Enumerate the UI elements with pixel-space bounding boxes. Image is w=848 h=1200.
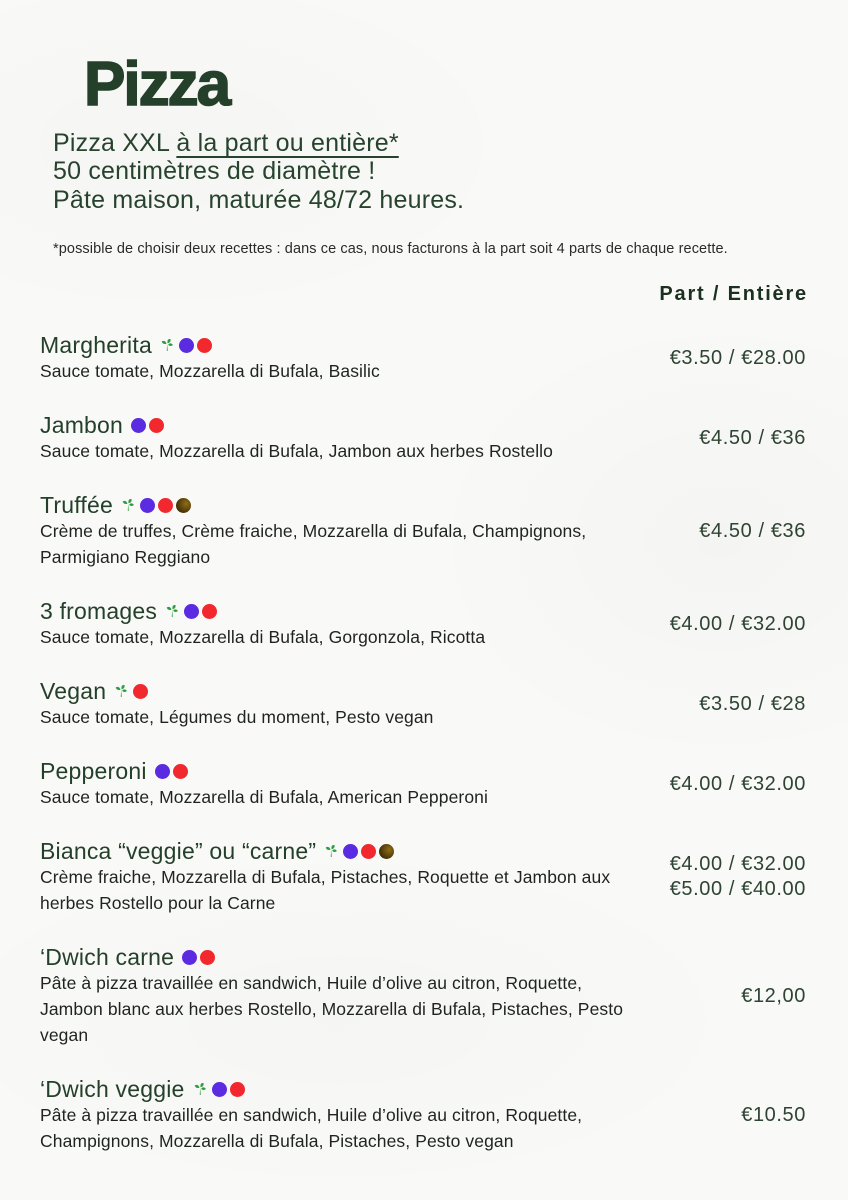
item-left-column	[40, 332, 380, 384]
brown-dot-icon	[176, 498, 191, 513]
item-description: Sauce tomate, Mozzarella di Bufala, American Pepperoni	[40, 787, 489, 808]
item-left-column	[40, 944, 640, 1048]
price-line: €10.50	[741, 1103, 806, 1126]
menu-item	[40, 944, 808, 1048]
item-name: Truffée	[40, 492, 113, 519]
item-tags	[131, 418, 164, 433]
item-left-column	[40, 758, 488, 810]
page-title: Pizza	[84, 50, 230, 119]
subtitle-line-3: Pâte maison, maturée 48/72 heures.	[53, 185, 465, 214]
price-line: €5.00 / €40.00	[669, 878, 806, 901]
item-description: Pâte à pizza travaillée en sandwich, Huile d’olive au citron, Roquette, Jambon blanc aux herbes Rostello, Mozzarella di Bufala, Pistaches, Pesto vegan	[40, 973, 624, 1046]
item-tags	[324, 844, 394, 859]
menu-item	[40, 598, 808, 650]
leaf-icon	[121, 498, 135, 512]
item-description: Sauce tomate, Mozzarella di Bufala, Gorgonzola, Ricotta	[40, 627, 486, 648]
item-name: Margherita	[40, 332, 152, 359]
red-dot-icon	[361, 844, 376, 859]
price-line: €4.00 / €32.00	[669, 612, 806, 635]
item-description: Pâte à pizza travaillée en sandwich, Huile d’olive au citron, Roquette, Champignons, Mozzarella di Bufala, Pistaches, Pesto vegan	[40, 1105, 583, 1152]
red-dot-icon	[149, 418, 164, 433]
item-title-row	[40, 332, 380, 358]
leaf-icon	[114, 684, 128, 698]
item-left-column	[40, 678, 434, 730]
leaf-icon	[160, 338, 174, 352]
item-name: Vegan	[40, 678, 107, 705]
item-name: 3 fromages	[40, 598, 158, 625]
red-dot-icon	[202, 604, 217, 619]
purple-dot-icon	[131, 418, 146, 433]
item-left-column	[40, 838, 640, 916]
item-description: Crème fraiche, Mozzarella di Bufala, Pistaches, Roquette et Jambon aux herbes Rostello pour la Carne	[40, 867, 611, 914]
item-description: Crème de truffes, Crème fraiche, Mozzarella di Bufala, Champignons, Parmigiano Reggiano	[40, 521, 587, 568]
item-tags	[160, 338, 212, 353]
purple-dot-icon	[184, 604, 199, 619]
item-left-column	[40, 412, 553, 464]
item-price	[670, 852, 808, 902]
subtitle-underlined: à la part ou entière*	[176, 128, 399, 157]
red-dot-icon	[133, 684, 148, 699]
item-title-row	[40, 1076, 640, 1102]
item-title-row	[40, 678, 434, 704]
purple-dot-icon	[140, 498, 155, 513]
price-line: €3.50 / €28.00	[669, 346, 806, 369]
item-name: Jambon	[40, 412, 124, 439]
price-line: €4.50 / €36	[699, 519, 806, 542]
item-tags	[155, 764, 188, 779]
item-tags	[165, 604, 217, 619]
leaf-icon	[165, 604, 179, 618]
red-dot-icon	[200, 950, 215, 965]
item-tags	[193, 1082, 245, 1097]
item-price	[699, 692, 808, 717]
item-left-column	[40, 598, 485, 650]
price-line: €12,00	[741, 984, 806, 1007]
item-price	[670, 346, 808, 371]
item-price	[699, 426, 808, 451]
item-tags	[182, 950, 215, 965]
item-description: Sauce tomate, Mozzarella di Bufala, Jambon aux herbes Rostello	[40, 441, 553, 462]
item-left-column	[40, 1076, 640, 1154]
red-dot-icon	[173, 764, 188, 779]
red-dot-icon	[197, 338, 212, 353]
item-description: Sauce tomate, Mozzarella di Bufala, Basilic	[40, 361, 380, 382]
item-description: Sauce tomate, Légumes du moment, Pesto vegan	[40, 707, 434, 728]
menu-item	[40, 838, 808, 916]
purple-dot-icon	[212, 1082, 227, 1097]
item-price	[670, 612, 808, 637]
item-title-row	[40, 598, 485, 624]
subtitle-block	[53, 129, 808, 215]
item-price	[670, 772, 808, 797]
item-title-row	[40, 412, 553, 438]
item-name: Bianca “veggie” ou “carne”	[40, 838, 317, 865]
menu-items	[40, 332, 808, 1154]
item-title-row	[40, 944, 640, 970]
item-name: ‘Dwich carne	[40, 944, 175, 971]
purple-dot-icon	[155, 764, 170, 779]
purple-dot-icon	[182, 950, 197, 965]
item-title-row	[40, 492, 640, 518]
menu-item	[40, 412, 808, 464]
item-price	[741, 1103, 808, 1128]
item-price	[741, 984, 808, 1009]
menu-item	[40, 332, 808, 384]
item-left-column	[40, 492, 640, 570]
item-name: ‘Dwich veggie	[40, 1076, 185, 1103]
price-column-header: Part / Entière	[659, 283, 808, 306]
price-line: €4.50 / €36	[699, 426, 806, 449]
red-dot-icon	[158, 498, 173, 513]
subtitle-line-1	[53, 129, 808, 158]
subtitle-line-2: 50 centimètres de diamètre !	[53, 157, 376, 186]
menu-item	[40, 492, 808, 570]
menu-item	[40, 1076, 808, 1154]
price-line: €4.00 / €32.00	[669, 772, 806, 795]
price-line: €3.50 / €28	[699, 692, 806, 715]
purple-dot-icon	[179, 338, 194, 353]
leaf-icon	[324, 844, 338, 858]
item-title-row	[40, 758, 488, 784]
price-line: €4.00 / €32.00	[669, 853, 806, 876]
brown-dot-icon	[379, 844, 394, 859]
subtitle-prefix: Pizza XXL	[53, 128, 177, 157]
footnote: *possible de choisir deux recettes : dans ce cas, nous facturons à la part soit 4 parts de chaque recette.	[53, 241, 728, 258]
item-title-row	[40, 838, 640, 864]
item-tags	[114, 684, 148, 699]
item-price	[699, 519, 808, 544]
item-tags	[121, 498, 191, 513]
red-dot-icon	[230, 1082, 245, 1097]
item-name: Pepperoni	[40, 758, 147, 785]
purple-dot-icon	[343, 844, 358, 859]
menu-item	[40, 678, 808, 730]
menu-item	[40, 758, 808, 810]
leaf-icon	[193, 1082, 207, 1096]
